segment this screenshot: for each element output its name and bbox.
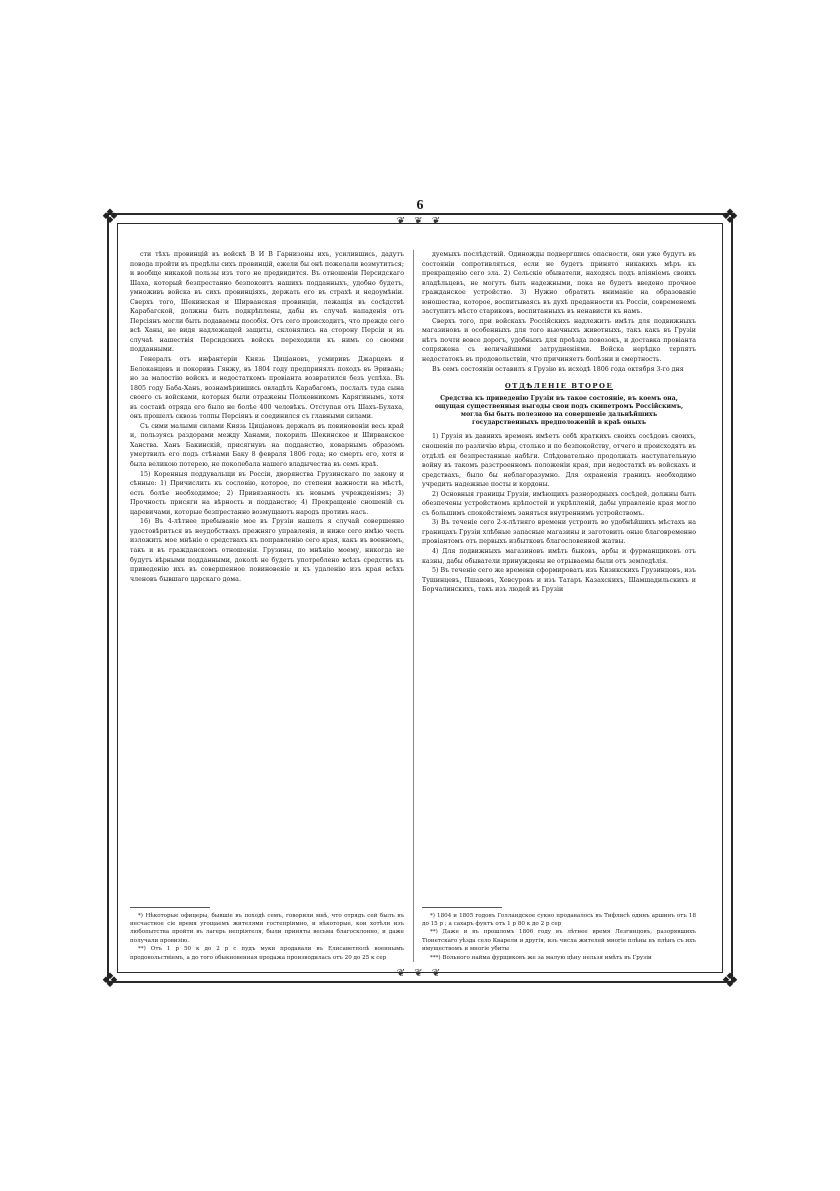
corner-ornament-top-left: ❖ [101, 204, 119, 228]
section-heading: ОТДѢЛЕНІЕ ВТОРОЕ [504, 382, 614, 391]
page-number: 6 [416, 198, 424, 213]
body-paragraph: 4) Для подвижныхъ магазиновъ имѣть быковъ, арбы и фурманщиковъ отъ казны, дабы обыватели принуждены не отрываемы были отъ земледѣлія. [422, 548, 696, 565]
corner-ornament-top-right: ❖ [721, 204, 739, 228]
footnote: **) Даже и въ прошломъ 1806 году въ лѣтнее время Лезгинцовъ, разорявшихъ Тіонетскаго уѣзда село Кварели и другія, изъ числа жителей многіе плѣны въ плѣнъ съ ихъ имуществомъ и многіе убиты [422, 929, 696, 953]
body-paragraph: Сверхъ того, при войскахъ Россійскихъ надлежитъ имѣть для подвижныхъ магазиновъ и особенныхъ для того вьючныхъ животныхъ, такъ какъ въ Грузіи нѣтъ почти вовсе дорогъ, удобныхъ для проѣзда повозокъ, и доставка провіанта сопряжена съ величайшими затрудненіями. Войска нерѣдко терпятъ недостатокъ въ продовольствіи, что причиняетъ болѣзни и смертность. [422, 317, 696, 364]
footnote: **) Отъ 1 р 50 к до 2 р с пудъ муки продавали въ Елисаветполѣ военнымъ продовольствіемъ, а до того обыкновенная продажа производилась отъ 20 до 25 к сер [130, 946, 404, 961]
right-text-column [422, 250, 696, 962]
corner-ornament-bottom-left: ❖ [101, 968, 119, 992]
body-paragraph: Съ сими малыми силами Князь Циціановъ держалъ въ повиновеніи весь край и, пользуясь раздорами между Ханами, покорилъ Шекинское и Ширванское Ханства. Ханъ Бакинскій, присягнувъ на подданство, коварнымъ образомъ умертвилъ его подъ стѣнами Баку 8 февраля 1806 года; но смерть его, хотя и была великою потерею, не поколебала нашего владычества въ семъ краѣ. [130, 422, 404, 469]
body-paragraph: 3) Въ теченіе сего 2-х-лѣтняго времени устроить во удобнѣйшихъ мѣстахъ на границахъ Грузіи хлѣбные запасные магазины и заготовить оные благовременно провіантомъ отъ первыхъ избытковъ благословенной жатвы. [422, 519, 696, 546]
footnote: *) Нѣкоторые офицеры, бывшіе въ походѣ семъ, говорили мнѣ, что отрядъ сей былъ въ несчастное сіе время угощаемъ жителями гостепріимно, и нѣкоторые, кои хотѣли изъ любопытства пройти въ лагерь непріятеля, были приняты весьма благосклонно, и даже получали провизію. [130, 912, 404, 944]
footnote: *) 1804 и 1805 годовъ Голландское сукно продавалось въ Тифлисѣ одинъ аршинъ отъ 18 до 15 р ; а сахаръ фунтъ отъ 1 р 80 к до 2 р сер [422, 912, 696, 927]
footnotes-left [130, 900, 404, 962]
body-paragraph: сти тѣхъ провинцій въ войскѣ В И В Гарнизоны ихъ, усилившись, дадутъ повода пройти въ предѣлы сихъ провинцій, ежели бы онѣ пожелали возмутиться; и вообще никакой пользы изъ того не предвидится. Въ отношеніи Персидскаго Шаха, который безпрестанно безпокоитъ нашихъ подданныхъ, удобно будетъ, умноживъ войска въ сихъ провинціяхъ, держать его въ страхѣ и недоумѣніи. Сверхъ того, Шекинская и Ширванская провинціи, лежащія въ сосѣдствѣ Карабагской, должны быть подкрѣплены, дабы въ случаѣ нападенія отъ Персіянъ могли быть подаваемы пособія. Отъ сего происходитъ, что прежде сего всѣ Ханы, не видя надлежащей защиты, склонялись на сторону Персіи и въ случаѣ нашествія Персидскихъ войскъ переходили къ нимъ со своими подданными. [130, 251, 404, 354]
body-paragraph: 1) Грузія въ давнихъ временъ имѣетъ себѣ краткихъ своихъ сосѣдовъ своихъ, сношенія по различію вѣры, столько и по безпокойству, отчего и происходятъ въ отдѣлѣ ея безпрестанные набѣги. Слѣдовательно продолжать наступательную войну въ такомъ разстроенномъ положеніи края, при недостаткѣ въ войскахъ и средствахъ, было бы неблагоразумно. Для охраненія границъ необходимо учредить надежные посты и кордоны. [422, 433, 696, 489]
border-ornament-bottom: ❦ ❦ ❦ [396, 968, 444, 979]
body-paragraph: Генералъ отъ инфантеріи Князь Циціановъ, усмиривъ Джарцевъ и Белоканцевъ и покоривъ Гянжу, въ 1804 году предпринялъ походъ въ Эривань; но за малостію войскъ и недостаткомъ провіанта возвратился безъ успѣха. Въ 1805 году Баба-Ханъ, вознамѣрившись овладѣть Карабагомъ, послалъ туда сына своего съ войсками, которыя были отражены Полковникомъ Карягинымъ, хотя въ составѣ отряда его было не болѣе 400 человѣкъ. Отступая отъ Шахъ-Булаха, онъ прошелъ сквозь толпы Персіянъ и соединился съ главными силами. [130, 356, 404, 421]
footnotes-right [422, 900, 696, 962]
body-paragraph: 5) Въ теченіе сего же времени сформировать изъ Кизикскихъ Грузинцовъ, изъ Тушинцевъ, Пшавовъ, Хевсуровъ и изъ Татаръ Казахскихъ, Шамшадильскихъ и Борчалинскихъ, такъ изъ людей въ Грузіи [422, 567, 696, 594]
body-paragraph: 16) Въ 4-лѣтнее пребываніе мое въ Грузіи нашелъ я случай совершенно удостовѣриться въ неудобствахъ прежняго управленія, и ниже сего имѣю честь изложить мое мнѣніе о средствахъ къ поправленію сего края, какъ въ военномъ, такъ и въ гражданскомъ отношеніи. Грузины, по мнѣнію моему, никогда не будутъ вѣрными подданными, доколѣ не будетъ употреблено всѣхъ средствъ къ приведенію ихъ въ совершенное повиновеніе и къ удаленію изъ края всѣхъ членовъ бывшаго царскаго дома. [130, 518, 404, 583]
body-paragraph: Въ семъ состояніи оставилъ я Грузію въ исходѣ 1806 года октября 3-го дня [432, 365, 684, 373]
footnote: ***) Вольного найма фурщиковъ же за малую цѣну нельзя имѣть въ Грузіи [430, 954, 652, 961]
left-text-column [130, 250, 404, 962]
section-subheading: Средства къ приведенію Грузіи въ такое состояніе, въ коемъ она, ощущая существенныя выгоды свои подъ скипетромъ Россійскимъ, могла бы быть полезною на совершеніе дальнѣйшихъ государственныхъ предположеній в краѣ оныхъ [434, 394, 684, 427]
body-paragraph: 15) Коренныя поддувальщи въ Россіи, дворянства Грузинскаго по закону и сѣнные: 1) Причислить къ сословію, которое, по степени важности на мѣстѣ, есть болѣе необходимое; 2) Привязанность къ новымъ учрежденіямъ; 3) Прочность присяги на вѣрность и подданство; 4) Прекращеніе сношеній съ царевичами, которые безпрестанно возмущаютъ народъ противъ насъ. [130, 470, 404, 516]
body-paragraph: дуемыхъ послѣдствій. Одиножды подвергшись опасности, они уже будутъ въ состояніи сопротивляться, если не будетъ принято никакихъ мѣръ къ прекращенію сего зла. 2) Сельскіе обыватели, находясь подъ вліяніемъ своихъ владѣльцевъ, не могутъ быть надежными, пока не будетъ введено прочное гражданское устройство. 3) Нужно обратить вниманіе на образованіе юношества, которое, воспитываясь въ духѣ преданности къ Россіи, современемъ заступитъ мѣсто стариковъ, воспитанныхъ въ ненависти къ намъ. [422, 251, 696, 316]
footnote-rule [422, 907, 502, 908]
column-divider [413, 250, 414, 962]
corner-ornament-bottom-right: ❖ [721, 968, 739, 992]
border-ornament-top: ❦ ❦ ❦ [396, 216, 444, 227]
body-paragraph: 2) Основныя границы Грузіи, имѣющихъ разнородныхъ сосѣдей, должны быть обезпечены устройствомъ крѣпостей и укрѣпленій, дабы управленіе края могло съ большимъ спокойствіемъ заняться внутреннимъ устройствомъ. [422, 490, 696, 517]
footnote-rule [130, 907, 210, 908]
